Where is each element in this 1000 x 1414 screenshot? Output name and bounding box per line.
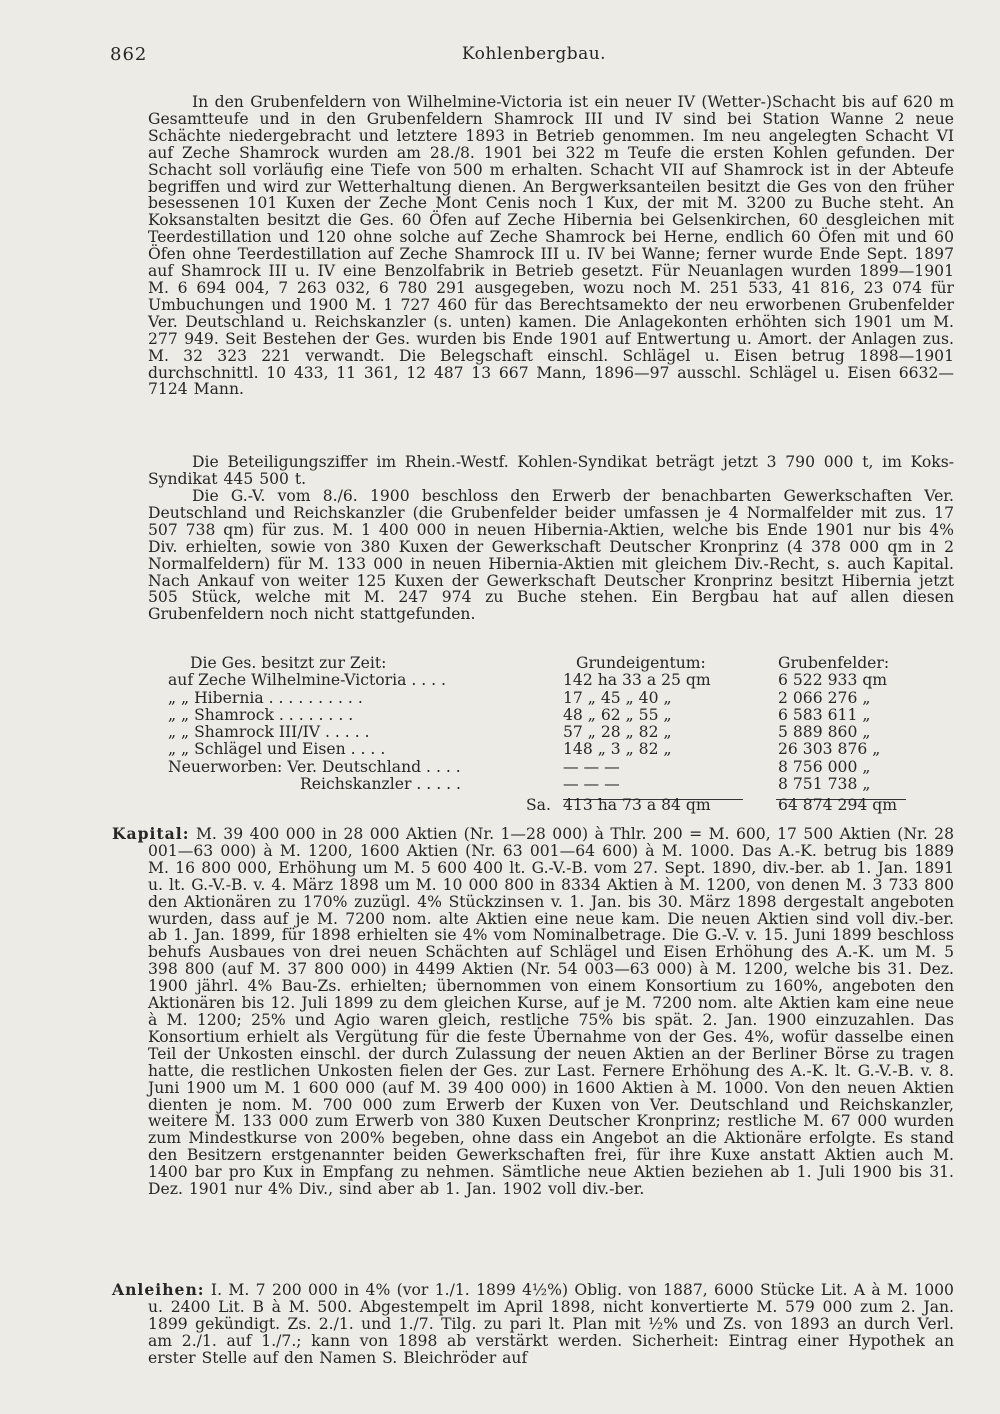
section-anleihen xyxy=(112,1282,954,1367)
row-grubenfelder: 2 066 276 „ xyxy=(778,688,871,707)
row-grubenfelder: 6 522 933 qm xyxy=(778,671,888,690)
anleihen-label: Anleihen: xyxy=(112,1280,205,1299)
table-row xyxy=(168,689,918,706)
row-grubenfelder: 26 303 876 „ xyxy=(778,740,881,759)
paragraph-grubenfelder: In den Grubenfeldern von Wilhelmine-Victoria ist ein neuer IV (Wetter-)Schacht bis auf 620 m Gesamtteufe und in den Grubenfeldern Shamrock III und IV sind bei Station Wanne 2 neue Schächte niedergebracht und letztere 1893 in Betrieb genommen. Im neu angelegten Schacht VI auf Zeche Shamrock wurden am 28./8. 1901 bei 322 m Teufe die ersten Kohlen gefunden. Der Schacht soll vorläufig eine Tiefe von 500 m erhalten. Schacht VII auf Shamrock ist in der Abteufe begriffen und wird zur Wetterhaltung dienen. An Bergwerksanteilen besitzt die Ges von den früher besessenen 101 Kuxen der Zeche Mont Cenis noch 1 Kux, der mit M. 3200 zu Buche steht. An Koksanstalten besitzt die Ges. 60 Öfen auf Zeche Hibernia bei Gelsenkirchen, 60 desgleichen mit Teerdestillation und 120 ohne solche auf Zeche Shamrock bei Herne, endlich 60 Öfen mit und 60 Öfen ohne Teerdestillation auf Zeche Shamrock III u. IV bei Wanne; ferner wurde Ende Sept. 1897 auf Shamrock III u. IV eine Benzolfabrik in Betrieb gesetzt. Für Neuanlagen wurden 1899—1901 M. 6 694 004, 7 263 032, 6 780 291 ausgegeben, wozu noch M. 251 533, 41 816, 23 074 für Umbuchungen und 1900 M. 1 727 460 für das Berechtsamekto der neu erworbenen Grubenfelder Ver. Deutschland u. Reichskanzler (s. unten) kamen. Die Anlagekonten erhöhten sich 1901 um M. 277 949. Seit Bestehen der Ges. wurden bis Ende 1901 auf Entwertung u. Amort. der Anlagen zus. M. 32 323 221 verwandt. Die Belegschaft einschl. Schlägel u. Eisen betrug 1898—1901 durchschnittl. 10 433, 11 361, 12 487 13 667 Mann, 1896—97 ausschl. Schlägel u. Eisen 6632—7124 Mann. xyxy=(148,93,954,399)
row-grubenfelder: 6 583 611 „ xyxy=(778,705,871,724)
table-row xyxy=(168,758,918,775)
row-grundeigentum: 57 „ 28 „ 82 „ xyxy=(563,723,672,742)
table-row xyxy=(168,723,918,740)
table-row xyxy=(168,706,918,723)
paragraph-beteiligung: Die Beteiligungsziffer im Rhein.-Westf. Kohlen-Syndikat beträgt jetzt 3 790 000 t, im Koks-Syndikat 445 500 t. xyxy=(148,453,954,488)
sum-grubenfelder: 64 874 294 qm xyxy=(778,796,898,815)
table-row xyxy=(168,671,918,688)
row-grundeigentum: 142 ha 33 a 25 qm xyxy=(563,671,711,690)
row-label: „ „ Hibernia . . . . . . . . . . xyxy=(168,688,363,707)
row-grundeigentum: — — — xyxy=(563,757,620,776)
table-sum-row xyxy=(168,796,918,813)
page-number: 862 xyxy=(110,44,148,65)
table-intro: Die Ges. besitzt zur Zeit: xyxy=(190,654,387,672)
sum-label: Sa. xyxy=(526,796,551,815)
row-label: Reichskanzler . . . . . xyxy=(300,775,461,794)
row-grubenfelder: 8 751 738 „ xyxy=(778,775,871,794)
anleihen-text: I. M. 7 200 000 in 4% (vor 1./1. 1899 4½%) Oblig. von 1887, 6000 Stücke Lit. A à M. 1000 u. 2400 Lit. B à M. 500. Abgestempelt im April 1898, nicht konvertierte M. 579 000 zum 2. Jan. 1899 gekündigt. Zs. 2./1. und 1./7. Tilg. zu pari lt. Plan mit ½% und Zs. von 1893 an durch Verl. am 2./1. auf 1./7.; kann von 1898 ab verstärkt werden. Sicherheit: Eintrag einer Hypothek an erster Stelle auf den Namen S. Bleichröder auf xyxy=(148,1281,954,1367)
row-grundeigentum: — — — xyxy=(563,775,620,794)
page-title: Kohlenbergbau. xyxy=(461,44,607,64)
table-header-row xyxy=(168,654,918,671)
column-header-grundeigentum: Grundeigentum: xyxy=(576,654,706,672)
kapital-text: M. 39 400 000 in 28 000 Aktien (Nr. 1—28 000) à Thlr. 200 = M. 600, 17 500 Aktien (Nr. 28 001—63 000) à M. 1200, 1600 Aktien (Nr. 63 001—64 600) à M. 1000. Das A.-K. betrug bis 1889 M. 16 800 000, Erhöhung um M. 5 600 400 lt. G.-V.-B. vom 27. Sept. 1890, div.-ber. ab 1. Jan. 1891 u. lt. G.-V.-B. v. 4. März 1898 um M. 10 000 800 in 8334 Aktien à M. 1200, von denen M. 3 733 800 den Aktionären zu 170% zuzügl. 4% Stückzinsen v. 1. Jan. bis 30. März 1898 dergestalt angeboten wurden, dass auf je M. 7200 nom. alte Aktien eine neue kam. Die neuen Aktien sind voll div.-ber. ab 1. Jan. 1899, für 1898 erhielten sie 4% vom Nominalbetrage. Die G.-V. v. 15. Juni 1899 beschloss behufs Ausbaues von drei neuen Schächten auf Schlägel und Eisen Erhöhung des A.-K. um M. 5 398 800 (auf M. 37 800 000) in 4499 Aktien (Nr. 54 003—63 000) à M. 1200, welche bis 31. Dez. 1900 jährl. 4% Bau-Zs. erhielten; übernommen von einem Konsortium zu 160%, angeboten den Aktionären bis 12. Juli 1899 zu dem gleichen Kurse, auf je M. 7200 nom. alte Aktien kam eine neue à M. 1200; 25% und Agio waren gleich, restliche 75% bis spät. 2. Jan. 1900 einzuzahlen. Das Konsortium erhielt als Vergütung für die feste Übernahme von der Ges. 4%, wofür dasselbe einen Teil der Unkosten einschl. der durch Zulassung der neuen Aktien an der Berliner Börse zu tragen hatte, die restlichen Unkosten fielen der Ges. zur Last. Fernere Erhöhung des A.-K. lt. G.-V.-B. v. 8. Juni 1900 um M. 1 600 000 (auf M. 39 400 000) in 1600 Aktien à M. 1000. Von den neuen Aktien dienten je nom. M. 700 000 zum Erwerb der Kuxen von Ver. Deutschland und Reichskanzler, weitere M. 133 000 zum Erwerb von 380 Kuxen Deutscher Kronprinz; restliche M. 67 000 wurden zum Mindestkurse von 200% begeben, ohne dass ein Angebot an die Aktionäre erfolgte. Es stand den Besitzern erstgenannter beiden Gewerkschaften frei, für ihre Kuxe anstatt Aktien auch M. 1400 bar pro Kux in Empfang zu nehmen. Sämtliche neue Aktien beziehen ab 1. Juli 1900 bis 31. Dez. 1901 nur 4% Div., sind aber ab 1. Jan. 1902 voll div.-ber. xyxy=(148,825,954,1199)
paragraph-gv-erwerb: Die G.-V. vom 8./6. 1900 beschloss den Erwerb der benachbarten Gewerkschaften Ver. Deutschland und Reichskanzler (die Grubenfelder beider umfassen je 4 Normalfelder mit zus. 17 507 738 qm) für zus. M. 1 400 000 in neuen Hibernia-Aktien, welche bis Ende 1901 nur bis 4% Div. erhielten, sowie von 380 Kuxen der Gewerkschaft Deutscher Kronprinz (4 378 000 qm in 2 Normalfeldern) für M. 133 000 in neuen Hibernia-Aktien mit gleichem Div.-Recht, s. auch Kapital. Nach Ankauf von weiter 125 Kuxen der Gewerkschaft Deutscher Kronprinz besitzt Hibernia jetzt 505 Stück, welche mit M. 247 974 zu Buche stehen. Ein Bergbau hat auf allen diesen Grubenfeldern noch nicht stattgefunden. xyxy=(148,487,954,624)
table-row xyxy=(168,740,918,757)
section-kapital xyxy=(112,826,954,1198)
row-label: „ „ Schlägel und Eisen . . . . xyxy=(168,740,386,759)
row-grubenfelder: 8 756 000 „ xyxy=(778,757,871,776)
sum-grundeigentum: 413 ha 73 a 84 qm xyxy=(563,796,711,815)
row-grubenfelder: 5 889 860 „ xyxy=(778,723,871,742)
row-label: „ „ Shamrock III/IV . . . . . xyxy=(168,723,370,742)
column-header-grubenfelder: Grubenfelder: xyxy=(778,654,890,672)
property-table xyxy=(168,654,918,814)
row-grundeigentum: 17 „ 45 „ 40 „ xyxy=(563,688,672,707)
row-grundeigentum: 148 „ 3 „ 82 „ xyxy=(563,740,672,759)
page-header xyxy=(110,44,958,70)
row-label: Neuerworben: Ver. Deutschland . . . . xyxy=(168,757,461,776)
table-row xyxy=(168,775,918,792)
row-label: „ „ Shamrock . . . . . . . . xyxy=(168,705,354,724)
row-label: auf Zeche Wilhelmine-Victoria . . . . xyxy=(168,671,447,690)
row-grundeigentum: 48 „ 62 „ 55 „ xyxy=(563,705,672,724)
kapital-label: Kapital: xyxy=(112,824,190,843)
